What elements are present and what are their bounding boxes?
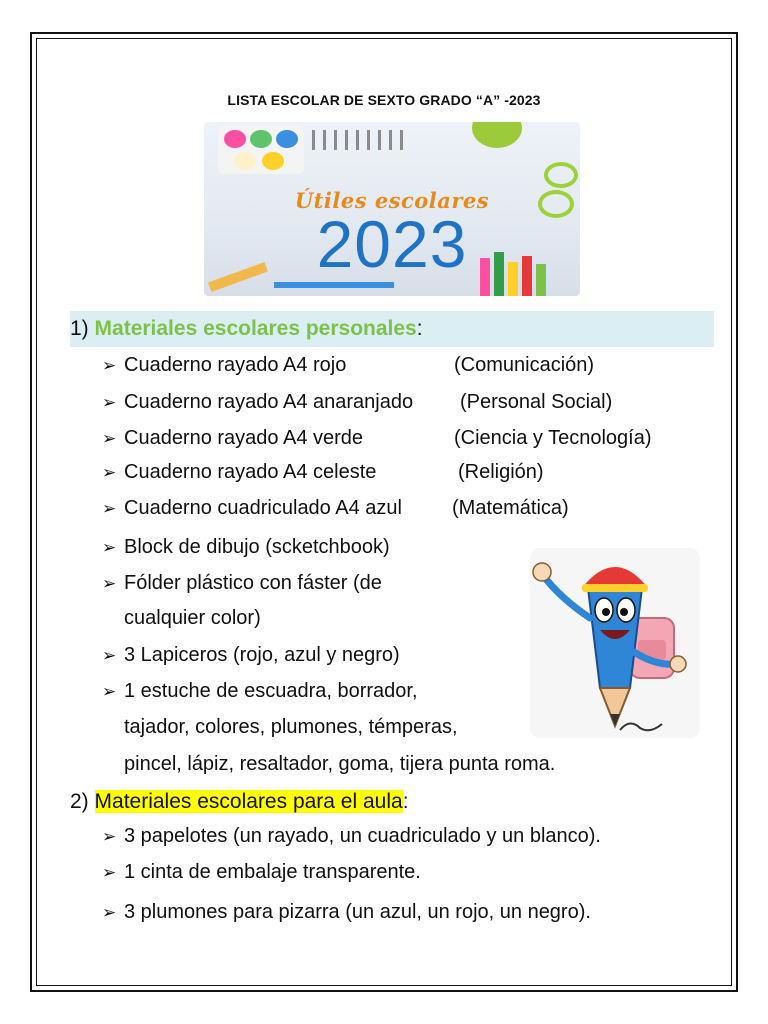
section-2-heading bbox=[70, 787, 409, 817]
arrow-bullet-icon: ➢ bbox=[102, 863, 117, 882]
item-text: Cuaderno rayado A4 anaranjado bbox=[124, 391, 414, 413]
arrow-bullet-icon: ➢ bbox=[102, 463, 117, 482]
arrow-bullet-icon: ➢ bbox=[102, 903, 117, 922]
apple-icon bbox=[472, 122, 522, 148]
paint-palette-icon bbox=[218, 126, 304, 174]
arrow-bullet-icon: ➢ bbox=[102, 538, 117, 557]
section-1-heading bbox=[70, 311, 714, 347]
list-item bbox=[102, 495, 402, 522]
item-subject: (Religión) bbox=[458, 461, 544, 483]
item-text: 3 Lapiceros (rojo, azul y negro) bbox=[124, 644, 400, 666]
arrow-bullet-icon: ➢ bbox=[102, 429, 117, 448]
pencil-mascot-icon bbox=[530, 548, 700, 738]
arrow-bullet-icon: ➢ bbox=[102, 646, 117, 665]
banner-year: 2023 bbox=[316, 207, 468, 281]
school-supplies-banner bbox=[204, 122, 580, 296]
item-text: Cuaderno rayado A4 celeste bbox=[124, 461, 377, 483]
item-text: 3 papelotes (un rayado, un cuadriculado y un blanco). bbox=[124, 825, 601, 847]
item-text: Cuaderno rayado A4 rojo bbox=[124, 354, 347, 376]
list-item bbox=[102, 823, 601, 850]
item-text-continued: tajador, colores, plumones, témperas, bbox=[124, 716, 458, 738]
item-subject: (Matemática) bbox=[452, 497, 569, 519]
item-subject: (Personal Social) bbox=[460, 391, 613, 413]
section-1-number: 1) bbox=[70, 317, 89, 340]
section-2-number: 2) bbox=[70, 790, 89, 813]
arrow-bullet-icon: ➢ bbox=[102, 574, 117, 593]
item-text-continued: cualquier color) bbox=[124, 607, 261, 629]
list-item bbox=[102, 899, 591, 926]
item-text: Block de dibujo (scketchbook) bbox=[124, 536, 390, 558]
section-2-colon: : bbox=[402, 790, 409, 813]
arrow-bullet-icon: ➢ bbox=[102, 827, 117, 846]
item-text: Cuaderno cuadriculado A4 azul bbox=[124, 497, 402, 519]
arrow-bullet-icon: ➢ bbox=[102, 499, 117, 518]
item-text: 1 estuche de escuadra, borrador, bbox=[124, 680, 418, 702]
list-item bbox=[102, 389, 413, 416]
arrow-bullet-icon: ➢ bbox=[102, 393, 117, 412]
section-1-label: Materiales escolares personales bbox=[94, 317, 417, 340]
section-2-label: Materiales escolares para el aula bbox=[94, 790, 403, 813]
item-text: 3 plumones para pizarra (un azul, un rojo, un negro). bbox=[124, 901, 591, 923]
notebook-icon bbox=[312, 130, 408, 150]
document-title: LISTA ESCOLAR DE SEXTO GRADO “A” -2023 bbox=[227, 92, 541, 108]
list-item bbox=[102, 534, 390, 561]
list-item bbox=[102, 678, 418, 705]
list-item bbox=[102, 459, 376, 486]
list-item bbox=[102, 570, 382, 597]
section-1-colon: : bbox=[416, 317, 423, 340]
pencil-mascot-icon bbox=[530, 548, 700, 738]
item-subject: (Comunicación) bbox=[454, 354, 595, 376]
item-text-continued: pincel, lápiz, resaltador, goma, tijera punta roma. bbox=[124, 753, 556, 775]
arrow-bullet-icon: ➢ bbox=[102, 682, 117, 701]
banner-subtitle: Útiles escolares bbox=[294, 188, 490, 213]
arrow-bullet-icon: ➢ bbox=[102, 356, 117, 375]
list-item bbox=[102, 425, 363, 452]
item-text: Fólder plástico con fáster (de bbox=[124, 572, 382, 594]
list-item bbox=[102, 642, 400, 669]
item-subject: (Ciencia y Tecnología) bbox=[454, 427, 652, 449]
list-item bbox=[102, 859, 421, 886]
list-item bbox=[102, 352, 346, 379]
item-text: Cuaderno rayado A4 verde bbox=[124, 427, 364, 449]
scissors-icon bbox=[544, 162, 578, 188]
item-text: 1 cinta de embalaje transparente. bbox=[124, 861, 421, 883]
